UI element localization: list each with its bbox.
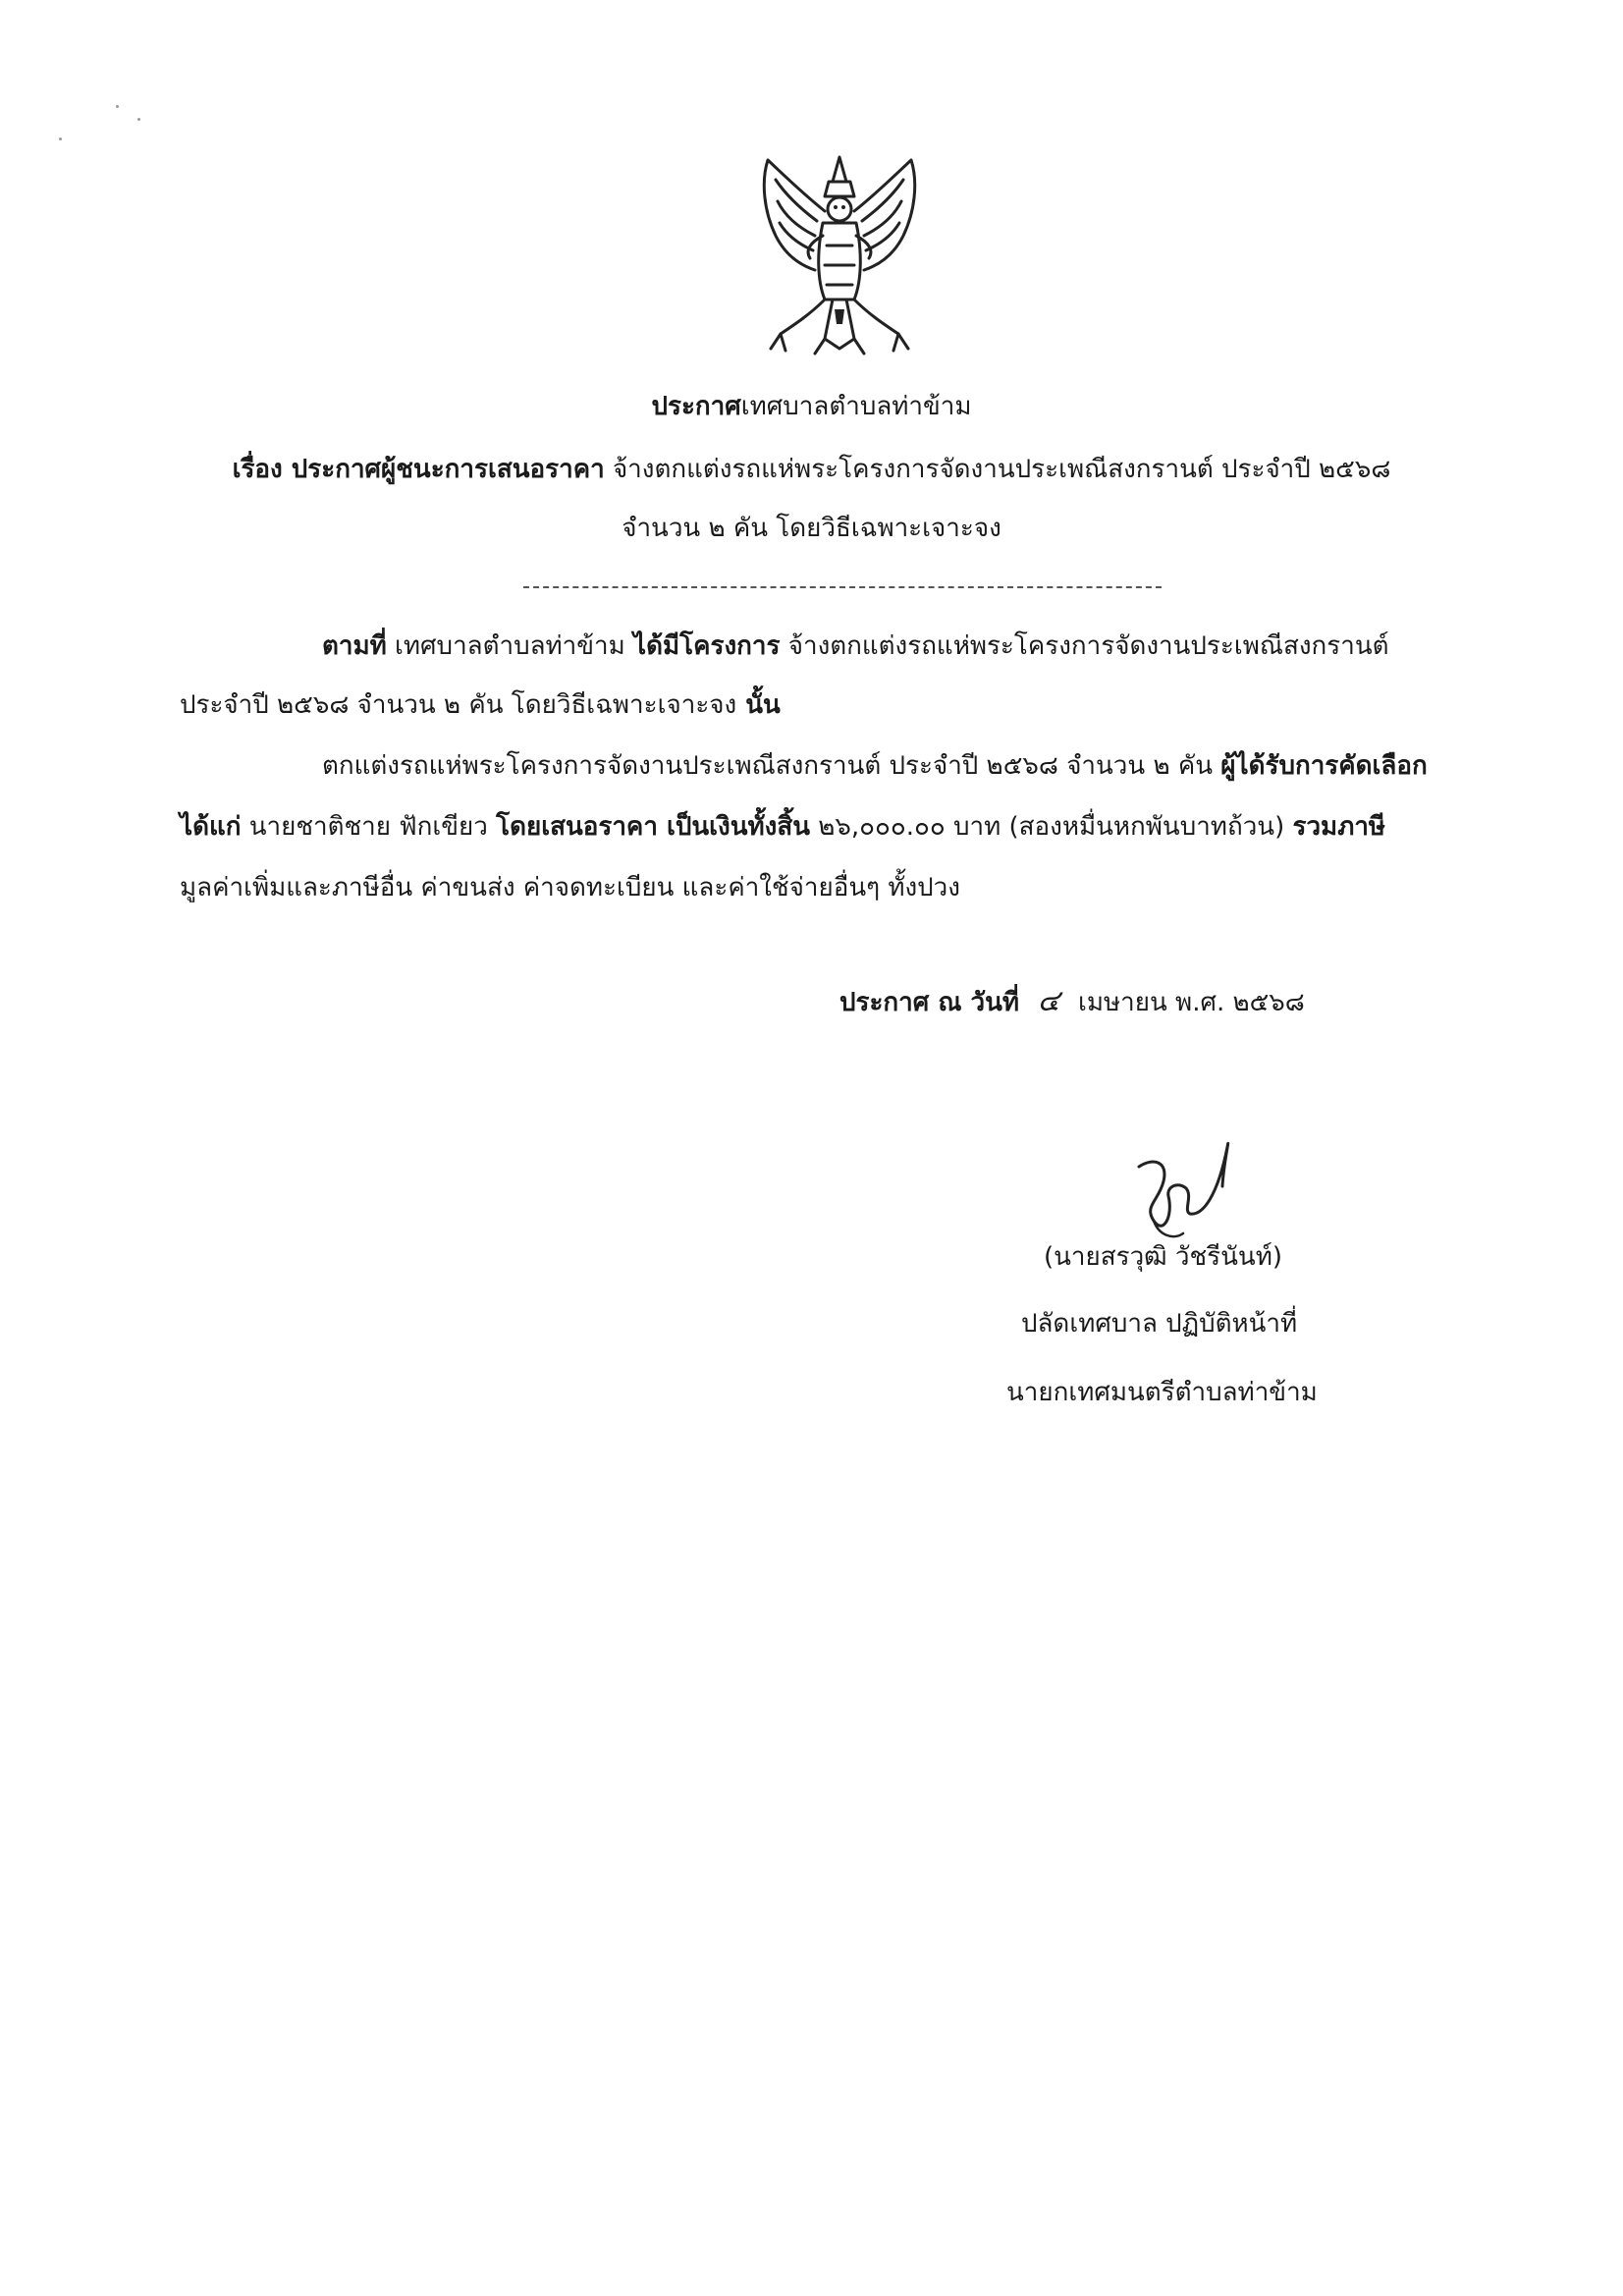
p2-amount: ๒๖,๐๐๐.๐๐ บาท (สองหมื่นหกพันบาทถ้วน) xyxy=(809,812,1293,842)
announcement-title xyxy=(0,387,1623,426)
scan-speck xyxy=(59,137,62,140)
subject-line-2: จำนวน ๒ คัน โดยวิธีเฉพาะเจาะจง xyxy=(622,514,1001,543)
paragraph-2-line-3: มูลค่าเพิ่มและภาษีอื่น ค่าขนส่ง ค่าจดทะเบียน และค่าใช้จ่ายอื่นๆ ทั้งปวง xyxy=(180,873,960,902)
date-label: ประกาศ ณ วันที่ xyxy=(839,988,1020,1017)
paragraph-2-line-2 xyxy=(180,807,1385,847)
announcement-date xyxy=(839,982,1305,1022)
p1-project: จ้างตกแต่งรถแห่พระโครงการจัดงานประเพณีสงกรานต์ xyxy=(780,631,1389,661)
p2-offer-label: โดยเสนอราคา เป็นเงินทั้งสิ้น xyxy=(496,812,810,842)
handwritten-signature xyxy=(1129,1127,1257,1255)
date-day: ๔ xyxy=(1037,984,1060,1018)
p1-end: นั้น xyxy=(736,690,781,720)
scan-speck xyxy=(116,105,119,108)
scan-speck xyxy=(137,118,140,121)
date-month-year: เมษายน พ.ศ. ๒๕๖๘ xyxy=(1078,988,1305,1017)
signatory-position-2: นายกเทศมนตรีตำบลท่าข้าม xyxy=(1006,1378,1318,1407)
p1-agency: เทศบาลตำบลท่าข้าม xyxy=(386,631,634,661)
title-rest: เทศบาลตำบลท่าข้าม xyxy=(740,392,972,421)
subject-bold: เรื่อง ประกาศผู้ชนะการเสนอราคา xyxy=(232,455,605,484)
p2-incl: รวมภาษี xyxy=(1292,812,1386,842)
p1-label: ตามที่ xyxy=(322,631,387,661)
p2-item: ตกแต่งรถแห่พระโครงการจัดงานประเพณีสงกรานต์ ประจำปี ๒๕๖๘ จำนวน ๒ คัน xyxy=(322,751,1221,781)
paragraph-1-line-2 xyxy=(180,685,781,725)
p1-has-project: ได้มีโครงการ xyxy=(633,631,781,661)
p2-selected: ผู้ได้รับการคัดเลือก xyxy=(1220,751,1428,781)
p2-winner-label: ได้แก่ xyxy=(180,812,242,842)
garuda-emblem-icon xyxy=(756,152,923,363)
title-bold: ประกาศ xyxy=(651,392,741,421)
subject-line xyxy=(0,450,1623,489)
paragraph-1-line-1 xyxy=(322,627,1389,666)
signatory-name: (นายสรวุฒิ วัชรีนันท์) xyxy=(1044,1242,1282,1272)
subject-rest: จ้างตกแต่งรถแห่พระโครงการจัดงานประเพณีสงกรานต์ ประจำปี ๒๕๖๘ xyxy=(604,455,1391,484)
divider-line xyxy=(523,586,1162,588)
p2-winner: นายชาติชาย ฟักเขียว xyxy=(241,812,497,842)
signatory-position-1: ปลัดเทศบาล ปฏิบัติหน้าที่ xyxy=(1021,1309,1298,1339)
p1-line-2: ประจำปี ๒๕๖๘ จำนวน ๒ คัน โดยวิธีเฉพาะเจาะจง xyxy=(180,690,737,720)
paragraph-2-line-1 xyxy=(322,746,1428,786)
